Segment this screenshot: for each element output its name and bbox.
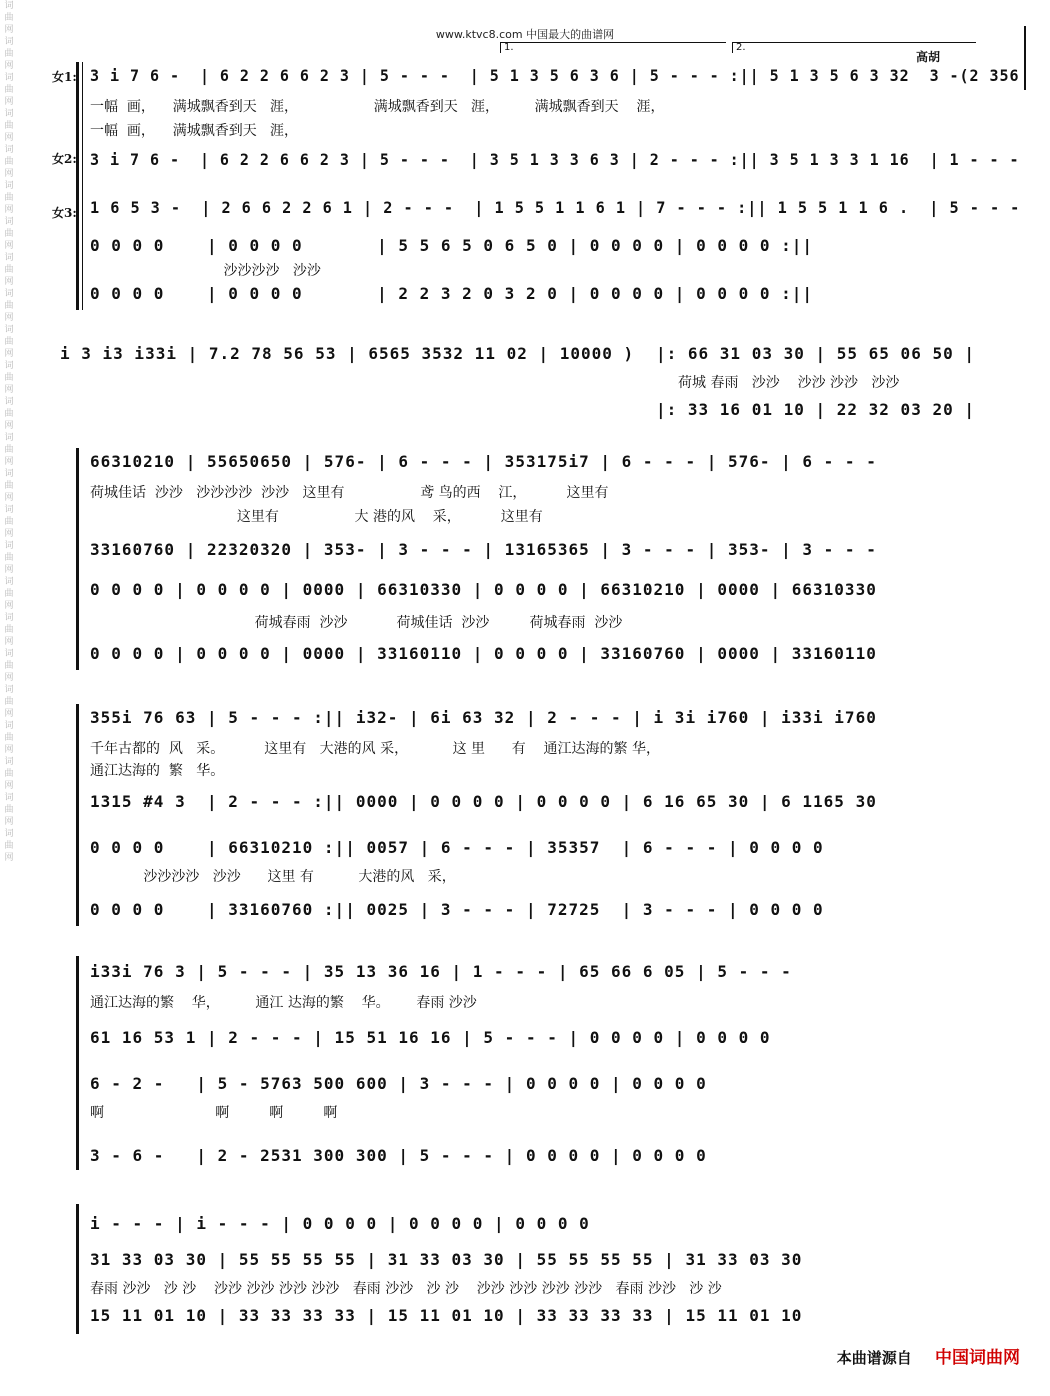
volta-2: 2. (732, 42, 976, 53)
notation-row: 0 0 0 0 | 0 0 0 0 | 5 5 6 5 0 6 5 0 | 0 0 0 0 | 0 0 0 0 :|| (90, 236, 814, 255)
notation-row: 1315 #4 3 | 2 - - - :|| 0000 | 0 0 0 0 | 0 0 0 0 | 6 16 65 30 | 6 1165 30 (90, 792, 877, 811)
score-system-4 (60, 700, 990, 930)
system-brace-inner (82, 62, 83, 310)
source-footer (837, 1343, 1020, 1368)
notation-row: 61 16 53 1 | 2 - - - | 15 51 16 16 | 5 - - - | 0 0 0 0 | 0 0 0 0 (90, 1028, 771, 1047)
notation-row: 3 i 7 6 - | 6 2 2 6 6 2 3 | 5 - - - | 5 1 3 5 6 3 6 | 5 - - - :|| 5 1 3 5 6 3 32 3 -(2 356 (90, 66, 1020, 85)
voice-label-3: 女3: (52, 206, 77, 220)
system-brace (76, 448, 79, 670)
lyric-line: 通江达海的繁 华， 通江 达海的繁 华。 春雨 沙沙 (90, 995, 477, 1011)
side-watermark-left: 词曲网 词曲网 词曲网 词曲网 词曲网 词曲网 词曲网 词曲网 词曲网 词曲网 词曲网 词曲网 词曲网 词曲网 词曲网 词曲网 词曲网 词曲网 词曲网 词曲网 词曲网 词曲网 词曲网 词曲网 (4, 1, 14, 863)
notation-row: 0 0 0 0 | 33160760 :|| 0025 | 3 - - - | 72725 | 3 - - - | 0 0 0 0 (90, 900, 824, 919)
score-system-5 (60, 948, 990, 1172)
notation-row: 3 - 6 - | 2 - 2531 300 300 | 5 - - - | 0 0 0 0 | 0 0 0 0 (90, 1146, 707, 1165)
notation-row: |: 33 16 01 10 | 22 32 03 20 | (656, 400, 975, 419)
notation-row: i - - - | i - - - | 0 0 0 0 | 0 0 0 0 | 0 0 0 0 (90, 1214, 590, 1233)
notation-row: 6 - 2 - | 5 - 5763 500 600 | 3 - - - | 0 0 0 0 | 0 0 0 0 (90, 1074, 707, 1093)
voice-label-2: 女2: (52, 152, 77, 166)
page-edge-line (1024, 26, 1026, 90)
notation-row: 1 6 5 3 - | 2 6 6 2 2 6 1 | 2 - - - | 1 5 5 1 1 6 1 | 7 - - - :|| 1 5 5 1 1 6 . | 5 - - - (90, 198, 1021, 217)
footer-prefix: 本曲谱源自 (836, 1349, 912, 1367)
score-system-6 (60, 1196, 990, 1336)
notation-row: 0 0 0 0 | 0 0 0 0 | 0000 | 33160110 | 0 0 0 0 | 33160760 | 0000 | 33160110 (90, 644, 877, 663)
score-system-3 (60, 440, 990, 670)
system-brace (76, 956, 79, 1170)
footer-brand[interactable]: 中国词曲网 (935, 1348, 1020, 1368)
lyric-line: 沙沙沙沙 沙沙 这里 有 大港的风 采， (90, 869, 456, 885)
lyric-line: 春雨 沙沙 沙 沙 沙沙 沙沙 沙沙 沙沙 春雨 沙沙 沙 沙 沙沙 沙沙 沙沙 沙沙 春雨 沙沙 沙 沙 (90, 1281, 722, 1297)
lyric-line: 一幅 画， 满城飘香到天 涯， 满城飘香到天 涯， 满城飘香到天 涯， (90, 99, 665, 115)
notation-row: i33i 76 3 | 5 - - - | 35 13 36 16 | 1 - - - | 65 66 6 05 | 5 - - - (90, 962, 792, 981)
notation-row: 31 33 03 30 | 55 55 55 55 | 31 33 03 30 | 55 55 55 55 | 31 33 03 30 (90, 1250, 803, 1269)
notation-row: 66310210 | 55650650 | 576- | 6 - - - | 353175i7 | 6 - - - | 576- | 6 - - - (90, 452, 877, 471)
side-watermark-text: 词曲网 (4, 1, 14, 35)
lyric-line: 荷城 春雨 沙沙 沙沙 沙沙 沙沙 (678, 375, 900, 391)
system-brace (76, 62, 79, 310)
voice-label-1: 女1: (52, 70, 77, 84)
header-watermark: www.ktvc8.com 中国最大的曲谱网 (435, 28, 615, 41)
notation-row: 0 0 0 0 | 0 0 0 0 | 0000 | 66310330 | 0 0 0 0 | 66310210 | 0000 | 66310330 (90, 580, 877, 599)
notation-row: |: 66 31 03 30 | 55 65 06 50 | (656, 344, 975, 363)
lyric-line: 沙沙沙沙 沙沙 (90, 263, 321, 279)
lyric-line: 千年古都的 风 采。 这里有 大港的风 采， 这 里 有 通江达海的繁 华， (90, 741, 661, 757)
notation-row: 33160760 | 22320320 | 353- | 3 - - - | 13165365 | 3 - - - | 353- | 3 - - - (90, 540, 877, 559)
notation-row: 3 i 7 6 - | 6 2 2 6 6 2 3 | 5 - - - | 3 5 1 3 3 6 3 | 2 - - - :|| 3 5 1 3 3 1 16 | 1 - - - (90, 150, 1020, 169)
score-system-2 (60, 338, 990, 428)
notation-row: 0 0 0 0 | 0 0 0 0 | 2 2 3 2 0 3 2 0 | 0 0 0 0 | 0 0 0 0 :|| (90, 284, 814, 303)
notation-row: 15 11 01 10 | 33 33 33 33 | 15 11 01 10 | 33 33 33 33 | 15 11 01 10 (90, 1306, 803, 1325)
lyric-line: 一幅 画， 满城飘香到天 涯， (90, 123, 299, 139)
notation-row: 0 0 0 0 | 66310210 :|| 0057 | 6 - - - | 35357 | 6 - - - | 0 0 0 0 (90, 838, 824, 857)
system-brace (76, 704, 79, 926)
notation-row: 355i 76 63 | 5 - - - :|| i32- | 6i 63 32 | 2 - - - | i 3i i760 | i33i i760 (90, 708, 877, 727)
volta-1: 1. (500, 42, 726, 53)
score-system-1 (52, 42, 1021, 310)
instrument-annotation: 高胡 (916, 50, 941, 64)
lyric-line: 荷城春雨 沙沙 荷城佳话 沙沙 荷城春雨 沙沙 (90, 615, 623, 631)
lyric-line: 通江达海的 繁 华。 (90, 763, 225, 779)
lyric-line: 这里有 大 港的风 采， 这里有 (90, 509, 543, 525)
lyric-line: 啊 啊 啊 啊 (90, 1105, 338, 1121)
notation-row: i 3 i3 i33i | 7.2 78 56 53 | 6565 3532 11 02 | 10000 ) (60, 344, 635, 363)
system-brace (76, 1204, 79, 1334)
lyric-line: 荷城佳话 沙沙 沙沙沙沙 沙沙 这里有 鸢 鸟的西 江， 这里有 (90, 485, 609, 501)
